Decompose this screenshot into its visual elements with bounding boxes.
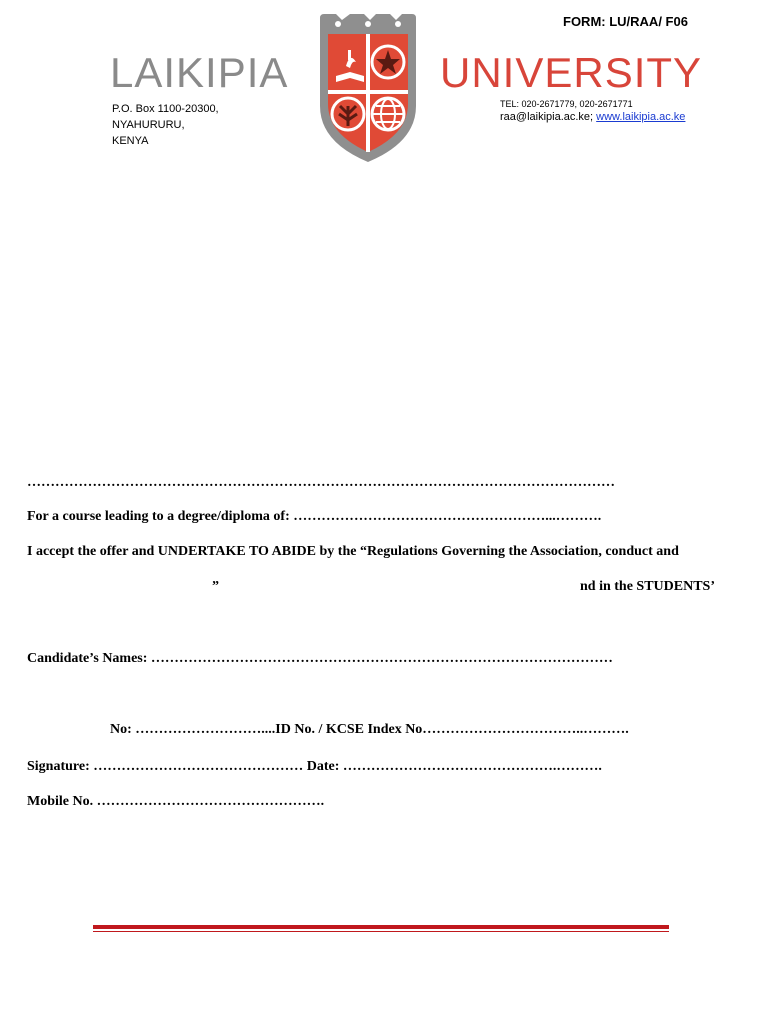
form-code: FORM: LU/RAA/ F06	[563, 14, 688, 29]
postal-address	[112, 101, 219, 149]
statement-continuation: nd in the STUDENTS’	[580, 579, 715, 594]
footer-rule-thin	[93, 931, 669, 932]
telephone: TEL: 020-2671779, 020-2671771	[500, 99, 633, 109]
closing-quote: ”	[212, 579, 219, 594]
acceptance-statement: I accept the offer and UNDERTAKE TO ABIDE by the “Regulations Governing the Association, conduct and	[27, 544, 679, 559]
address-line: KENYA	[112, 135, 149, 147]
mobile-number-field: Mobile No. ………………………………………….	[27, 794, 325, 809]
brand-name-right: UNIVERSITY	[440, 49, 703, 96]
university-crest-logo	[314, 10, 422, 166]
candidate-names-field: Candidate’s Names: ………………………………………………………………………………………	[27, 651, 613, 666]
course-field: For a course leading to a degree/diploma of: ………………………………………………...……….	[27, 509, 602, 524]
id-number-field: No: ………………………....ID No. / KCSE Index No……………………………..……….	[110, 722, 629, 737]
signature-date-field: Signature: ……………………………………… Date: ……………………………………….……….	[27, 759, 602, 774]
website-link[interactable]: www.laikipia.ac.ke	[596, 111, 686, 123]
address-line: NYAHURURU,	[112, 119, 185, 131]
blank-dotted-line: ………………………………………………………………………………………………………………	[27, 475, 615, 490]
email: raa@laikipia.ac.ke;	[500, 111, 594, 123]
brand-name-left: LAIKIPIA	[110, 49, 289, 96]
address-line: P.O. Box 1100-20300,	[112, 103, 219, 115]
contact-info	[500, 99, 685, 123]
footer-rule-thick	[93, 925, 669, 929]
